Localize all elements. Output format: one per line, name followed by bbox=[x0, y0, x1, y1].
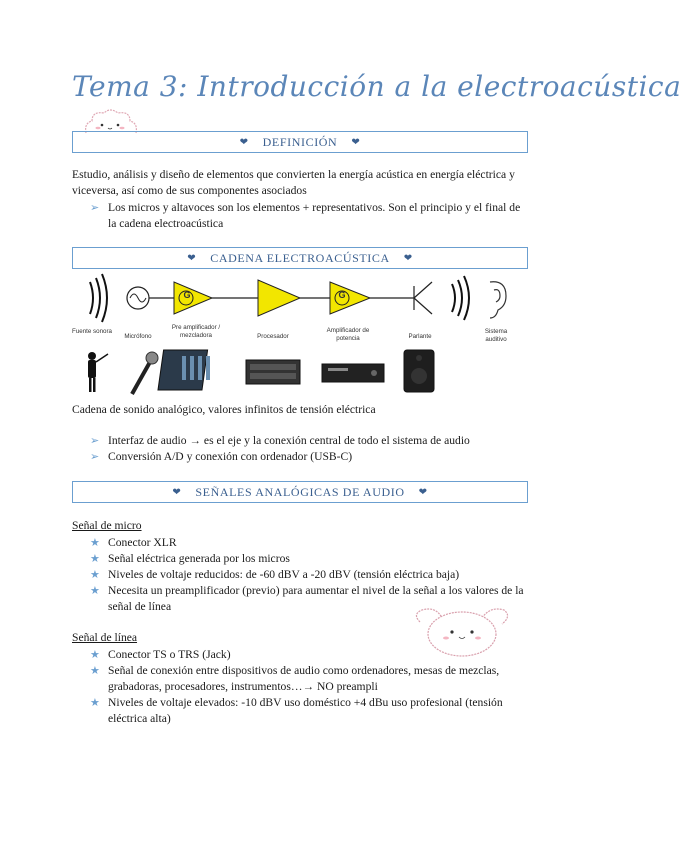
list-item: ➢ Los micros y altavoces son los elementos + representativos. Son el principio y el final de la cadena electroacústica bbox=[90, 201, 521, 230]
section-definicion bbox=[72, 131, 528, 153]
label-preamp: Pre amplificador / mezcladora bbox=[171, 324, 221, 339]
list-item: ★ Señal de conexión entre dispositivos de audio como ordenadores, mesas de mezclas, grabadoras, procesadores, instrumentos…→ NO preampli bbox=[90, 664, 500, 693]
mascot-doodle bbox=[412, 604, 512, 662]
sound-waves-icon bbox=[90, 274, 107, 322]
subheading-linea: Señal de línea bbox=[72, 631, 138, 644]
list-item: ➢ Conversión A/D y conexión con ordenador (USB-C) bbox=[90, 450, 353, 463]
speaker-symbol-icon bbox=[414, 282, 432, 314]
label-microfono: Micrófono bbox=[124, 333, 152, 340]
processor-photo bbox=[246, 360, 300, 384]
star-bullet-icon: ★ bbox=[90, 648, 100, 661]
arrow-bullet-icon: ➢ bbox=[90, 434, 100, 447]
star-bullet-icon: ★ bbox=[90, 696, 100, 709]
microphone-symbol-icon bbox=[127, 287, 149, 309]
microphone-photo bbox=[132, 352, 158, 394]
label-parlante: Parlante bbox=[408, 333, 432, 340]
violinist-photo bbox=[88, 352, 108, 392]
definition-text: Estudio, análisis y diseño de elementos que convierten la energía acústica en energía eléctrica y viceversa, así como de sus componentes asociados bbox=[72, 168, 515, 197]
label-fuente: Fuente sonora bbox=[72, 328, 112, 335]
section-title: SEÑALES ANALÓGICAS DE AUDIO bbox=[195, 484, 405, 499]
star-bullet-icon: ★ bbox=[90, 568, 100, 581]
section-title: DEFINICIÓN bbox=[262, 134, 338, 149]
amp-gain-label: G bbox=[338, 290, 346, 300]
list-item: ★ Niveles de voltaje elevados: -10 dBV uso doméstico +4 dBu uso profesional (tensión eléctrica alta) bbox=[90, 696, 503, 725]
heart-icon: ❤ bbox=[403, 252, 413, 264]
list-item: ★ Conector XLR bbox=[90, 536, 177, 549]
processor-triangle-icon bbox=[258, 280, 300, 316]
label-procesador: Procesador bbox=[257, 333, 289, 340]
cadena-text: Cadena de sonido analógico, valores infinitos de tensión eléctrica bbox=[72, 403, 376, 416]
definition-list bbox=[72, 200, 528, 232]
arrow-bullet-icon: ➢ bbox=[90, 201, 100, 214]
speaker-photo bbox=[404, 350, 434, 392]
list-item: ➢ Interfaz de audio → es el eje y la conexión central de todo el sistema de audio bbox=[90, 434, 470, 447]
section-title: CADENA ELECTROACÚSTICA bbox=[210, 250, 390, 265]
star-bullet-icon: ★ bbox=[90, 536, 100, 549]
section-senales bbox=[72, 481, 528, 503]
mixer-photo bbox=[158, 350, 210, 390]
page-title: Tema 3: Introducción a la electroacústica bbox=[72, 70, 681, 103]
amplifier-photo bbox=[322, 364, 384, 382]
heart-icon: ❤ bbox=[418, 486, 428, 498]
arrow-bullet-icon: ➢ bbox=[90, 450, 100, 463]
chain-diagram bbox=[70, 276, 532, 396]
heart-icon: ❤ bbox=[239, 136, 249, 148]
section-cadena bbox=[72, 247, 528, 269]
star-bullet-icon: ★ bbox=[90, 584, 100, 597]
label-amplificador: Amplificador de potencia bbox=[326, 327, 370, 342]
ear-icon bbox=[490, 282, 506, 318]
label-sistema: Sistema auditivo bbox=[484, 328, 508, 343]
list-item: ★ Conector TS o TRS (Jack) bbox=[90, 648, 231, 661]
star-bullet-icon: ★ bbox=[90, 664, 100, 677]
subheading-micro: Señal de micro bbox=[72, 519, 142, 532]
heart-icon: ❤ bbox=[187, 252, 197, 264]
preamp-gain-label: G bbox=[183, 290, 191, 300]
list-item: ★ Niveles de voltaje reducidos: de -60 dBV a -20 dBV (tensión eléctrica baja) bbox=[90, 568, 460, 581]
cadena-list bbox=[72, 433, 528, 465]
list-item: ★ Necesita un preamplificador (previo) para aumentar el nivel de la señal a los valores de la señal de línea bbox=[90, 584, 524, 613]
micro-list bbox=[72, 535, 528, 615]
heart-icon: ❤ bbox=[351, 136, 361, 148]
star-bullet-icon: ★ bbox=[90, 552, 100, 565]
sound-waves-icon bbox=[452, 276, 469, 320]
heart-icon: ❤ bbox=[172, 486, 182, 498]
list-item: ★ Señal eléctrica generada por los micros bbox=[90, 552, 290, 565]
